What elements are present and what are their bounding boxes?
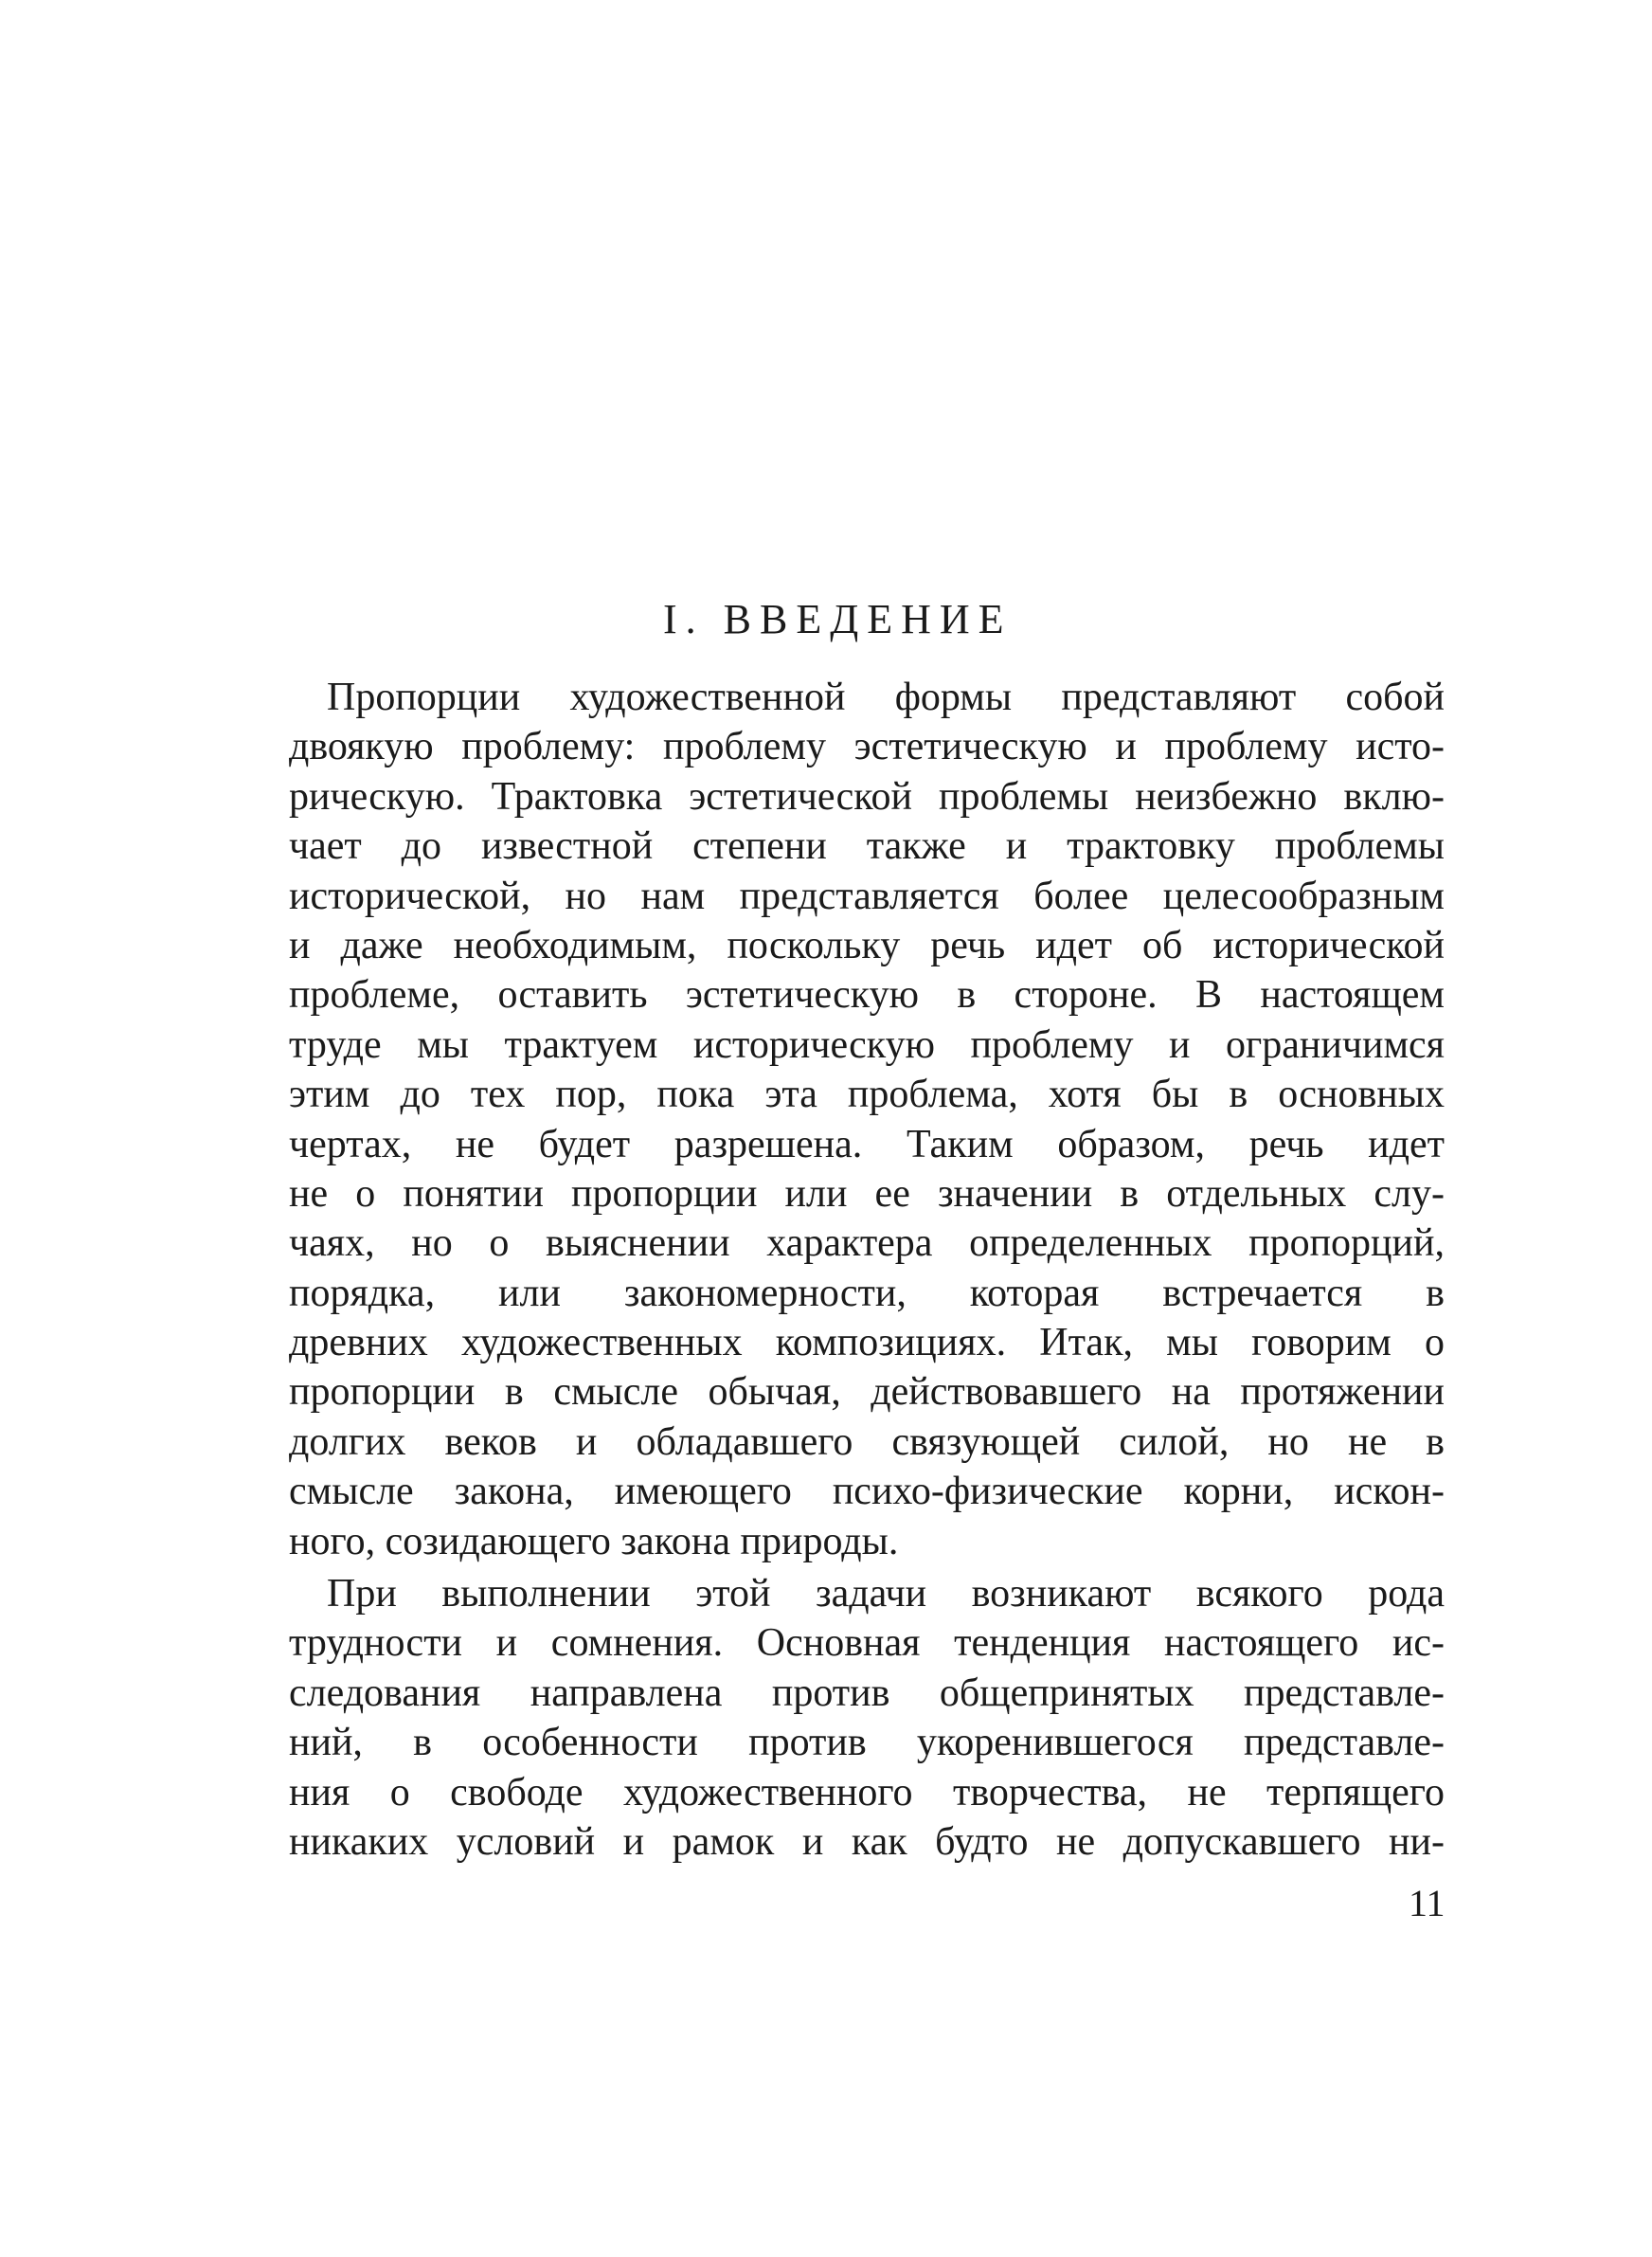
- text-line: этим до тех пор, пока эта проблема, хотя бы в основных: [289, 1073, 1445, 1117]
- text-line: древних художественных композициях. Итак, мы говорим о: [289, 1321, 1445, 1365]
- text-line: исторической, но нам представляется более целесообразным: [289, 874, 1445, 918]
- text-line: следования направлена против общепринятых представле-: [289, 1670, 1445, 1715]
- text-line: двоякую проблему: проблему эстетическую и проблему исто-: [289, 725, 1445, 769]
- text-line: рическую. Трактовка эстетической проблемы неизбежно вклю-: [289, 774, 1445, 819]
- chapter-heading: I. ВВЕДЕНИЕ: [663, 596, 1013, 642]
- text-line: никаких условий и рамок и как будто не допускавшего ни-: [289, 1819, 1445, 1864]
- text-line: долгих веков и обладавшего связующей силой, но не в: [289, 1419, 1445, 1464]
- text-line: ния о свободе художественного творчества, не терпящего: [289, 1770, 1445, 1815]
- text-line: порядка, или закономерности, которая встречается в: [289, 1271, 1445, 1315]
- text-line: чертах, не будет разрешена. Таким образом, речь идет: [289, 1122, 1445, 1166]
- text-line: смысле закона, имеющего психо-физические корни, искон-: [289, 1470, 1445, 1514]
- text-line: пропорции в смысле обычая, действовавшего на протяжении: [289, 1370, 1445, 1415]
- text-line: При выполнении этой задачи возникают всякого рода: [327, 1572, 1445, 1616]
- paragraph-1: [289, 673, 1445, 1566]
- text-line: трудности и сомнения. Основная тенденция настоящего ис-: [289, 1621, 1445, 1666]
- text-line: ного, созидающего закона природы.: [289, 1519, 899, 1563]
- text-line: труде мы трактуем историческую проблему и ограничимся: [289, 1022, 1445, 1067]
- text-line: ний, в особенности против укоренившегося представле-: [289, 1721, 1445, 1765]
- text-line: Пропорции художественной формы представляют собой: [327, 676, 1445, 719]
- body-text: [289, 673, 1445, 1867]
- paragraph-2: [289, 1569, 1445, 1867]
- text-line: не о понятии пропорции или ее значении в отдельных слу-: [289, 1171, 1445, 1216]
- text-line: чает до известной степени также и трактовку проблемы: [289, 824, 1445, 869]
- text-line: и даже необходимым, поскольку речь идет об исторической: [289, 923, 1445, 967]
- text-line: чаях, но о выяснении характера определенных пропорций,: [289, 1221, 1445, 1266]
- text-line: проблеме, оставить эстетическую в стороне. В настоящем: [289, 973, 1445, 1018]
- page-number: 11: [1409, 1882, 1446, 1924]
